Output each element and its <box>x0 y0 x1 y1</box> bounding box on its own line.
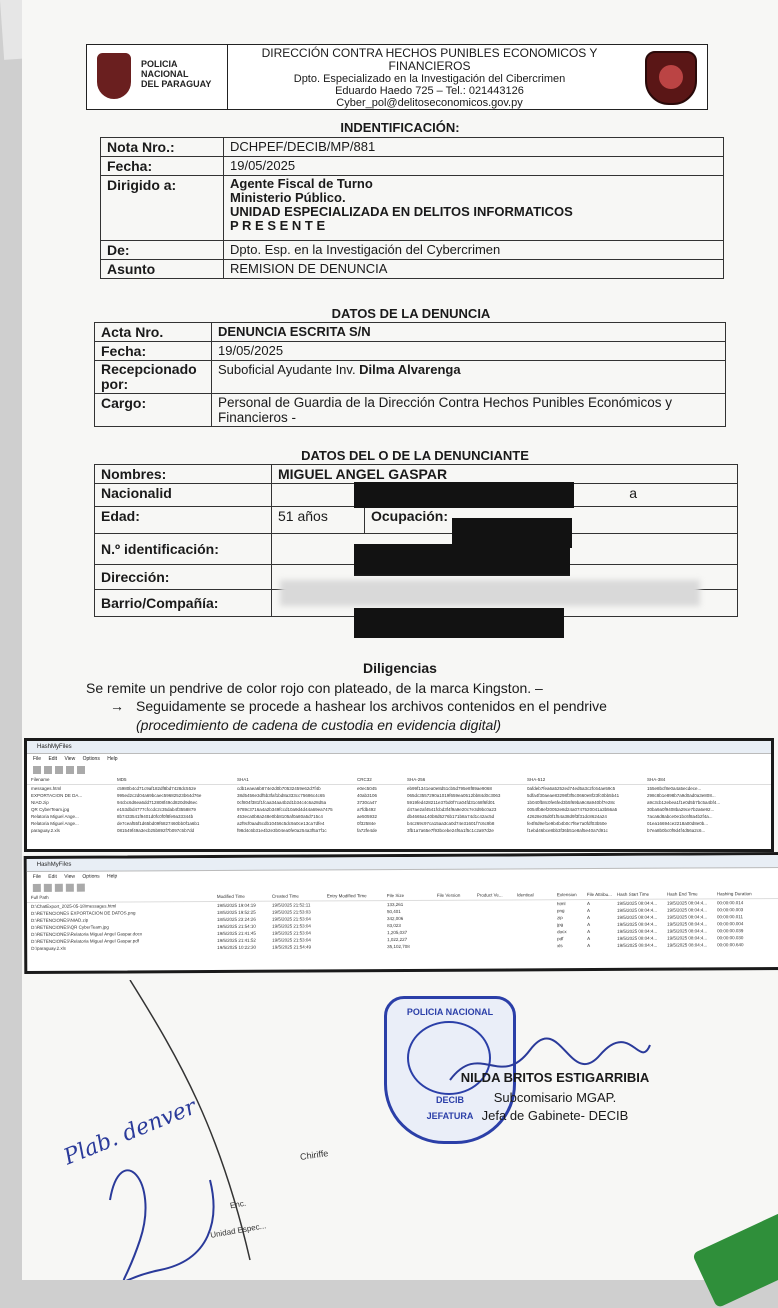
table-cell: A <box>587 915 591 921</box>
denuncia-fecha-label: Fecha: <box>95 342 212 361</box>
table-cell: b4c269c97ca15aa3ca0d74e31601f7c6c9b8 <box>407 821 495 826</box>
cargo-label: Cargo: <box>95 394 212 427</box>
table-cell: 9789c3716a4a2b349fccd10a9d4d44a69ea7475 <box>237 807 333 812</box>
table-cell: 7aca6d8abce0e1bc6f8a4b2f4a... <box>647 814 713 819</box>
table-cell: 19/5/2025 08:04:4... <box>617 942 658 948</box>
tool-icon <box>55 884 63 892</box>
table-cell: D:\RETENCIONES\Relatoria Miguel Angel Gaspar.docx <box>31 931 143 937</box>
table-cell: 38d5456e3df5b3faf1bd8a333cc75686c4c65 <box>237 793 325 798</box>
table-cell: 19/5/2025 08:04:4... <box>666 907 708 913</box>
table-cell: 18/5/2025 19:52:25 <box>216 909 256 915</box>
table-cell: d47ae2af4541fcbd3f4f9a9e20c7e3d9bc0a23 <box>407 807 497 812</box>
tool-icon <box>66 884 74 892</box>
table-cell: fa72fe4de <box>357 828 378 833</box>
table-row[interactable] <box>27 785 771 792</box>
tool-icon <box>33 884 41 892</box>
diligencias-title: Diligencias <box>363 660 437 676</box>
diligencias-p2: Seguidamente se procede a hashear los archivos contenidos en el pendrive <box>136 698 607 714</box>
table-cell: D:\RETENCIONES\QR CyberTeam.jpg <box>31 924 109 930</box>
table-cell: xls <box>557 943 563 949</box>
denunciante-title: DATOS DEL O DE LA DENUNCIANTE <box>301 448 529 463</box>
table-cell: 00:00:00.014 <box>716 900 744 906</box>
table-cell: html <box>556 901 566 907</box>
ink-loop <box>110 1170 213 1280</box>
table-cell: 0afdeb7fea6a5252ed74ed5a3c2fc64ae59c5 <box>527 786 616 791</box>
table-cell: 19/5/2025 10:22:30 <box>217 944 256 950</box>
acta-value: DENUNCIA ESCRITA S/N <box>212 323 726 342</box>
table-cell: 19/5/2025 21:53:04 <box>272 916 311 922</box>
dirigido-value: Agente Fiscal de Turno Ministerio Público. UNIDAD ESPECIALIZADA EN DELITOS INFORMATICOS P R E S E N T E <box>224 176 724 241</box>
nacionalidad-tail: a <box>272 484 738 507</box>
column-header[interactable]: Entry Modified Time <box>326 893 367 899</box>
hash-toolbar <box>27 764 771 776</box>
stamp-line-2: Unidad Espec... <box>209 1221 267 1240</box>
blur-direccion <box>280 580 700 606</box>
table-cell: cdb1eaea6b874e2d0b70532459e62d7f4b <box>237 786 321 791</box>
table-row[interactable] <box>27 792 771 799</box>
table-cell: 19/5/2025 08:04:4... <box>667 942 708 948</box>
table-cell: 50,401 <box>386 909 401 915</box>
table-cell: 298c8b1e898b7a9d0ad0a3e808... <box>647 793 716 798</box>
table-cell: 19/5/2025 21:54:49 <box>272 944 311 950</box>
table-cell: 35,102,708 <box>387 943 410 950</box>
directorate-title: DIRECCIÓN CONTRA HECHOS PUNIBLES ECONOMICOS Y FINANCIEROS <box>261 46 598 73</box>
tool-icon <box>77 884 85 892</box>
table-cell: 3fb1a7a65e7f93bcebe24f6a1f5c1c2a97d2e <box>407 828 494 833</box>
cargo-value: Personal de Guardia de la Dirección Contra Hechos Punibles Económicos y Financieros - <box>212 394 726 427</box>
table-cell: 342,006 <box>387 916 404 922</box>
dirigido-label: Dirigido a: <box>101 176 224 241</box>
column-header[interactable]: SHA1 <box>237 777 249 782</box>
table-cell: 1,205,037 <box>387 929 408 936</box>
hash-rows <box>27 785 771 834</box>
table-cell: png <box>556 908 565 914</box>
table-cell: 00:00:00.011 <box>717 914 743 920</box>
table-cell: fe4f8d9ef1e9b4b4b0c7f6e7a0fdf03b50e <box>527 821 607 826</box>
table-cell: 19/5/2025 21:53:03 <box>271 909 311 915</box>
column-header[interactable]: Hash Start Time <box>616 891 650 897</box>
police-shield-icon <box>97 53 131 99</box>
table-cell: 83,023 <box>387 923 401 929</box>
signatory-rank: Subcomisario MGAP. <box>493 1090 617 1105</box>
letterhead-text <box>232 47 627 109</box>
table-cell: 19/5/2025 21:53:04 <box>272 930 311 936</box>
table-cell: 19/5/2025 21:54:10 <box>217 923 256 929</box>
table-cell: 5919fed428211e37bd0f7ca04fd31c68f6fd01 <box>407 800 496 805</box>
table-cell: 30ba9a0f9408ba29ce7b2a6e92... <box>647 807 715 812</box>
table-cell: 081549f49a3ecb25b892f7b097c5b7dd <box>117 828 195 833</box>
table-cell: 19/5/2025 08:04:4... <box>617 921 658 927</box>
tool-icon <box>44 884 52 892</box>
table-cell: D:\ChatExport_2025-05-18\messages.html <box>30 903 117 909</box>
table-cell: jpg <box>557 922 564 928</box>
table-cell: c5980b4cd71c9af182df8bd7428dc552e <box>117 786 197 791</box>
column-header[interactable]: SHA-384 <box>647 777 666 782</box>
seal-mid: DECIB <box>435 1095 464 1105</box>
nombres-value: MIGUEL ANGEL GASPAR <box>272 465 738 484</box>
column-header[interactable]: CRC32 <box>357 777 372 782</box>
details-screenshot <box>24 852 778 974</box>
table-cell: A <box>586 901 590 907</box>
table-cell: 133,261 <box>386 902 404 908</box>
details-rows <box>27 899 778 952</box>
table-cell: ae505932 <box>357 814 378 819</box>
identificacion-table <box>100 137 724 279</box>
table-cell: 94cbc6d6ea6dd712808f49cd820d9d6ec <box>117 800 198 805</box>
denuncia-title: DATOS DE LA DENUNCIA <box>331 306 491 321</box>
cybercrime-badge-icon <box>645 51 697 105</box>
table-cell: 40ab3106 <box>357 793 378 798</box>
table-cell: pdf <box>557 936 564 942</box>
diligencias-p3: (procedimiento de cadena de custodia en evidencia digital) <box>136 717 502 733</box>
details-menu: File Edit View Options Help <box>32 873 118 880</box>
table-cell: 19/5/2025 08:04:4... <box>667 921 708 927</box>
table-cell: 19/5/2025 21:53:04 <box>272 923 311 929</box>
table-cell: 18/5/2025 23:24:26 <box>217 916 256 922</box>
table-cell: Relatoria Miguel Ange... <box>31 814 79 819</box>
table-cell: 19/5/2025 08:04:4... <box>667 928 708 934</box>
tool-icon <box>77 766 85 774</box>
direccion-label: Dirección: <box>95 565 272 590</box>
seal-top: POLICIA NACIONAL <box>406 1007 494 1017</box>
acta-label: Acta Nro. <box>95 323 212 342</box>
police-name: POLICIA NACIONAL DEL PARAGUAY <box>141 59 212 89</box>
nota-value: DCHPEF/DECIB/MP/881 <box>224 138 724 157</box>
table-cell: 00:00:00.030 <box>717 935 744 941</box>
table-row[interactable] <box>27 806 771 813</box>
table-cell: 19/5/2025 08:04:4... <box>666 900 708 906</box>
table-cell: f1ebd46bce8bb3f36b51e8af5e40a7d91c <box>527 828 608 833</box>
signatory-position: Jefa de Gabinete- DECIB <box>481 1108 629 1123</box>
table-cell: 3730ca47 <box>357 800 377 805</box>
table-cell: EXPORTACION DE DA... <box>31 793 83 798</box>
column-header[interactable]: File Size <box>386 893 405 899</box>
table-row[interactable] <box>27 820 771 827</box>
table-cell: 453eca0b8a248e0bb8105af0a80a5d715c4 <box>237 814 323 819</box>
table-cell: e0ec5045 <box>357 786 377 791</box>
column-header[interactable]: File Version <box>436 892 461 898</box>
nota-label: Nota Nro.: <box>101 138 224 157</box>
table-cell: 00:00:00.003 <box>716 907 744 913</box>
hash-column-headers <box>27 776 771 785</box>
tool-icon <box>55 766 63 774</box>
table-cell: f98d4c6b31e4b2e3b04ea0fe0a254a3f5a7f1c <box>237 828 327 833</box>
table-cell: 5dfa4f30aeae83298f3f5c0660e8f23fc0bb5b41 <box>527 793 620 798</box>
recepcionado-label: Recepcionado por: <box>95 361 212 394</box>
stamp-line-1: Enc. <box>229 1198 247 1211</box>
table-cell: 19/5/2025 08:04:4... <box>616 900 658 906</box>
redaction-id <box>354 544 570 576</box>
table-row[interactable] <box>27 799 771 806</box>
table-cell: 19/5/2025 21:41:52 <box>217 937 256 943</box>
column-header[interactable]: MD5 <box>117 777 127 782</box>
table-cell: 1,022,227 <box>387 936 408 943</box>
table-cell: 8b7433541f9401d0fc0f0f8fe9a33344b <box>117 814 194 819</box>
table-cell: 1b040fb8c0fe6fed3b5f69ba9c8a940bf7e28c <box>527 800 616 805</box>
table-cell: D:\RETENCIONES\Relatoria Miguel Angel Gaspar.pdf <box>31 938 139 944</box>
nacionalidad-label: Nacionalid <box>95 484 272 507</box>
table-cell: 19/5/2025 08:04:4... <box>667 935 708 941</box>
signatory-name: NILDA BRITOS ESTIGARRIBIA <box>460 1070 650 1085</box>
nombres-label: Nombres: <box>95 465 272 484</box>
table-cell: D:\RETENCIONES EXPORTACION DE DATOS.png <box>30 910 136 916</box>
email: Cyber_pol@delitoseconomicos.gov.py <box>336 97 523 109</box>
column-header[interactable]: File Attribu... <box>586 891 612 898</box>
column-header[interactable]: SHA-256 <box>407 777 426 782</box>
edad-value: 51 años <box>272 507 365 534</box>
table-cell: 0cf804f381f1fcaa34aa4b2d1b34c4c6a28d5a <box>237 800 327 805</box>
details-window-title: HashMyFiles <box>27 855 778 872</box>
table-cell: 19/5/2025 08:04:4... <box>617 914 658 920</box>
column-header[interactable]: Product Ve... <box>476 892 503 898</box>
table-cell: A <box>587 922 591 928</box>
asunto-label: Asunto <box>101 260 224 279</box>
table-cell: QR CyberTeam.jpg <box>31 807 70 812</box>
redaction-barrio <box>354 608 564 638</box>
fecha-value: 19/05/2025 <box>224 157 724 176</box>
table-cell: e153dbd4777cfccdc2c35dab4f3558879 <box>117 807 196 812</box>
table-cell: NIAD.zip <box>31 800 49 805</box>
table-cell: 19/5/2025 21:53:04 <box>272 937 311 943</box>
table-cell: 00:00:00.640 <box>717 942 744 948</box>
table-cell: Relatoria Miguel Ange... <box>31 821 79 826</box>
table-cell: A <box>587 936 591 942</box>
tool-icon <box>33 766 41 774</box>
table-cell: zip <box>557 915 563 921</box>
table-cell: b7ea8b0bc0f9d4f4d56a2c6... <box>647 828 706 833</box>
column-header[interactable]: SHA-512 <box>527 777 546 782</box>
de-label: De: <box>101 241 224 260</box>
identificacion-title: INDENTIFICACIÓN: <box>340 120 460 135</box>
de-value: Dpto. Esp. en la Investigación del Cybercrimen <box>224 241 724 260</box>
denuncia-fecha-value: 19/05/2025 <box>212 342 726 361</box>
table-cell: 19/5/2025 08:04:4... <box>617 935 658 941</box>
diligencias-arrow: → <box>110 698 124 714</box>
table-cell: 00:00:00.039 <box>717 928 744 934</box>
tool-icon <box>66 766 74 774</box>
seal-bottom: JEFATURA <box>426 1111 474 1121</box>
asunto-value: REMISION DE DENUNCIA <box>224 260 724 279</box>
fecha-label: Fecha: <box>101 157 224 176</box>
hash-menu: File Edit View Options Help <box>33 756 118 762</box>
table-cell: 19/5/2025 08:04:4... <box>616 907 658 913</box>
table-cell: db4665a140b8d5276b171b8a74d1c42ac5d <box>407 814 495 819</box>
tool-icon <box>44 766 52 774</box>
table-cell: A <box>586 908 591 914</box>
column-header[interactable]: Full Path <box>30 894 49 900</box>
table-cell: a2f9cf0aad5cdb10456c5dc9a0ce13ca7dfe4 <box>237 821 325 826</box>
table-cell: D:\paraguay.2.xls <box>31 945 66 951</box>
identificacion-nro-label: N.º identificación: <box>95 534 272 565</box>
address: Eduardo Haedo 725 – Tel.: 021443126 <box>335 85 524 97</box>
recepcionado-value: Suboficial Ayudante Inv. Dilma Alvarenga <box>212 361 726 394</box>
table-cell: 0f32584e <box>357 821 376 826</box>
table-cell: 19/5/2025 21:52:11 <box>271 902 311 908</box>
department: Dpto. Especializado en la Investigación del Cibercrimen <box>293 73 566 85</box>
ink-line <box>130 980 250 1260</box>
letterhead <box>86 44 708 110</box>
column-header[interactable]: Filename <box>31 777 50 782</box>
edad-label: Edad: <box>95 507 272 534</box>
table-cell: 19/5/2025 08:04:4... <box>617 928 658 934</box>
column-header[interactable]: Identical <box>516 892 534 898</box>
column-header[interactable]: Extension <box>556 892 577 898</box>
table-cell: D:\RETENCIONES\NIAD.zip <box>31 917 89 923</box>
police-logo-box <box>87 45 228 109</box>
table-cell: A <box>587 929 591 935</box>
redaction-nacionalidad <box>354 482 574 508</box>
table-cell: 995ed2c2d04a69bcaec59682523b64d76e <box>117 793 202 798</box>
column-header[interactable]: Created Time <box>271 893 299 899</box>
column-header[interactable]: Hashing Duration <box>716 891 752 897</box>
table-cell: paraguay.2.xls <box>31 828 60 833</box>
table-cell: a9c3cb12ebea1f1e0d5b7bc5a4bf4... <box>647 800 721 805</box>
table-cell: 00:00:00.004 <box>717 921 744 927</box>
diligencias-p1: Se remite un pendrive de color rojo con plateado, de la marca Kingston. – <box>86 680 543 696</box>
barrio-label: Barrio/Compañía: <box>95 590 272 617</box>
table-row[interactable] <box>27 827 771 834</box>
ocupacion-label: Ocupación: <box>365 507 738 534</box>
table-cell: 155e8bcf8e0a4a5ecdece... <box>647 786 702 791</box>
table-cell: de7ceaf55f1d65bd09f6827460bb0f1a6b1 <box>117 821 200 826</box>
table-cell: eb99f1341ea0e8d51cb5d795e8f89ae9068 <box>407 786 492 791</box>
table-cell: 42628e35d0f1f54a38d9f3f31dc8624a24 <box>527 814 607 819</box>
table-cell: 0054fb8ef20052e8d24a0747520041a3b56a5 <box>527 807 618 812</box>
table-cell: docx <box>557 929 567 935</box>
hash-window-title: HashMyFiles <box>27 741 771 754</box>
table-row[interactable] <box>27 813 771 820</box>
table-cell: messages.html <box>31 786 62 791</box>
denuncia-table <box>94 322 726 427</box>
column-header[interactable]: Hash End Time <box>666 891 698 897</box>
table-cell: 19/5/2025 21:41:45 <box>217 930 256 936</box>
table-cell: A <box>587 943 591 949</box>
hash-screenshot <box>24 738 774 852</box>
table-cell: 01ea16694ce2218a00d8e0b... <box>647 821 709 826</box>
table-cell: a7fdb492 <box>357 807 376 812</box>
column-header[interactable]: Modified Time <box>216 893 245 899</box>
handwritten-note: Plab. denver <box>60 1094 200 1171</box>
table-cell: 19/5/2025 19:04:19 <box>216 902 256 908</box>
table-cell: 065dc3557290a1019f659ea0512bb84d0c3063 <box>407 793 501 798</box>
stamp-tail: Chiriffe <box>299 1148 329 1162</box>
table-cell: 19/5/2025 08:04:4... <box>667 914 708 920</box>
